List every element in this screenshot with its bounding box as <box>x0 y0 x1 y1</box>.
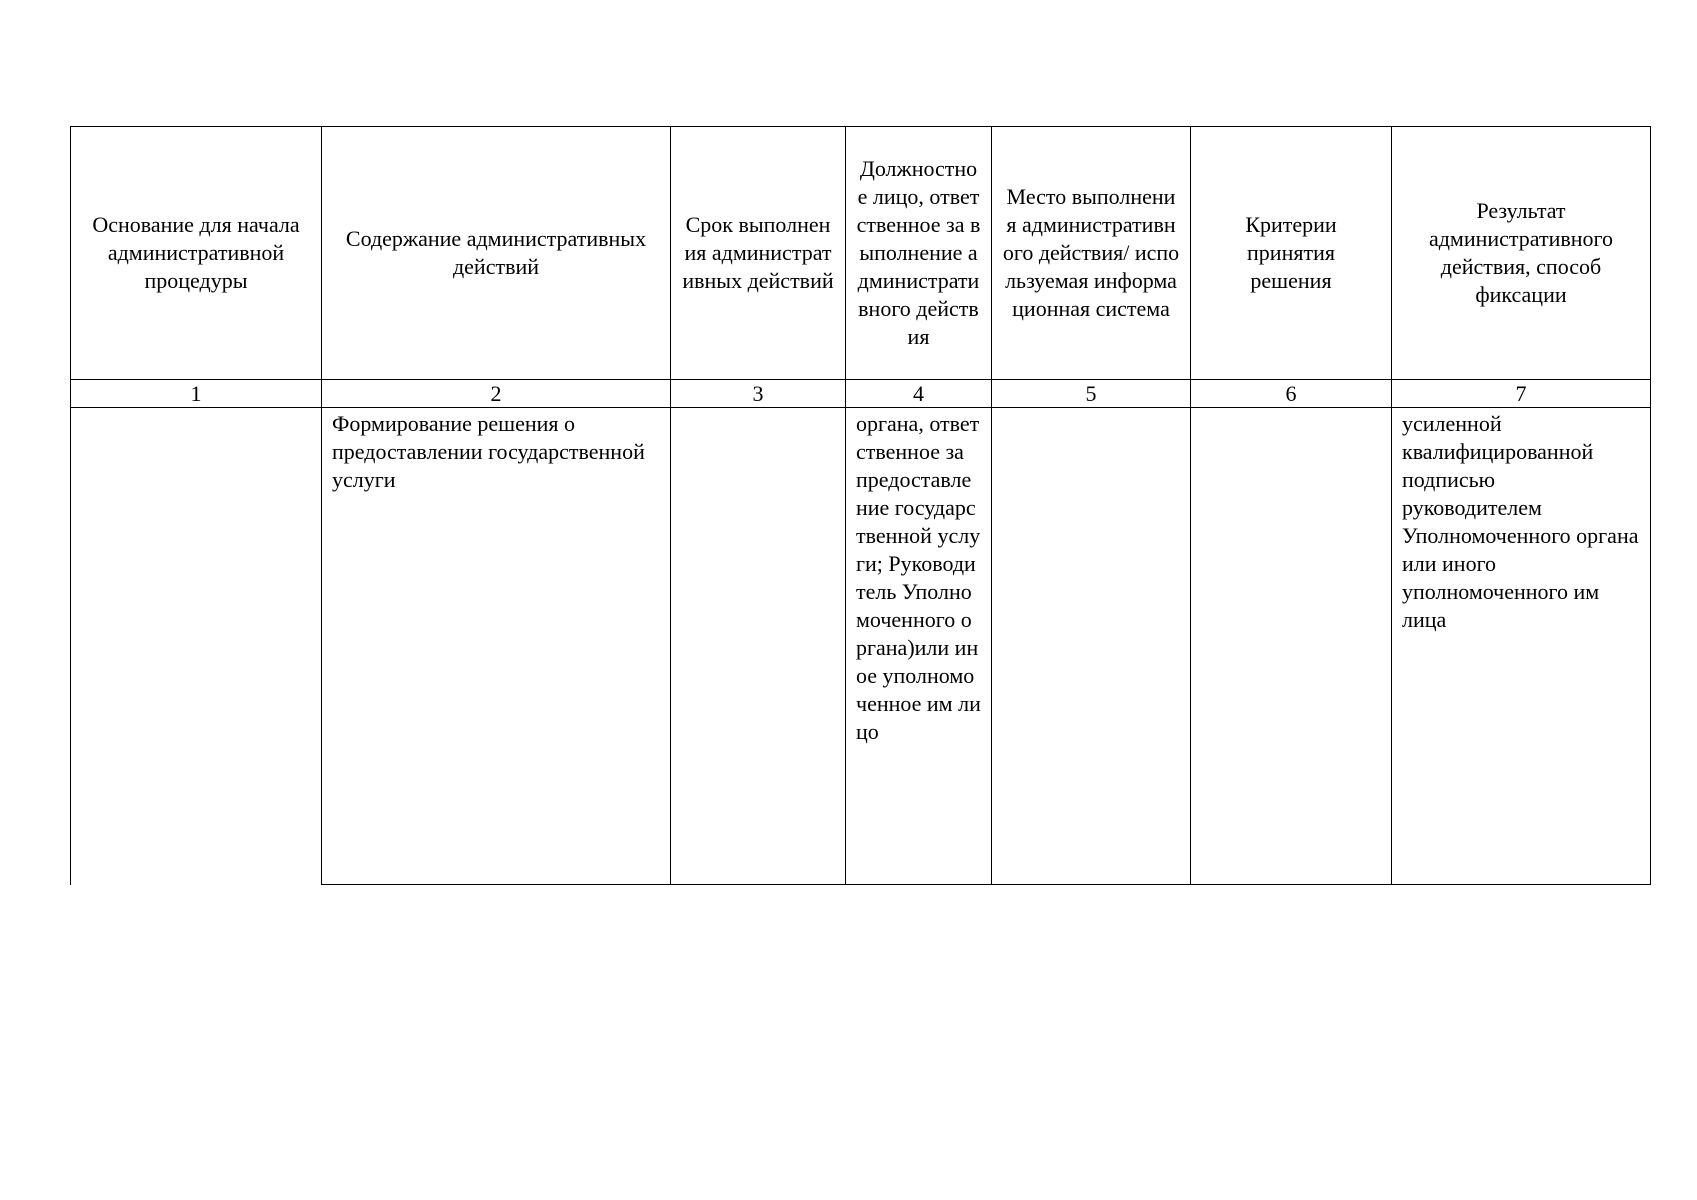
cell-result: усиленной квалифицированной подписью руководителем Уполномоченного органа или иного уполномоченного им лица <box>1392 408 1651 885</box>
header-result: Результат административного действия, способ фиксации <box>1392 127 1651 380</box>
header-place: Место выполнения административного действия/ используемая информационная система <box>992 127 1191 380</box>
cell-term <box>671 408 846 885</box>
column-number: 1 <box>71 380 322 408</box>
cell-official: органа, ответственное за предоставление государственной услуги; Руководитель Уполномоченного органа)или иное уполномоченное им лицо <box>846 408 992 885</box>
column-number: 3 <box>671 380 846 408</box>
column-number: 2 <box>322 380 671 408</box>
column-number: 5 <box>992 380 1191 408</box>
header-official: Должностное лицо, ответственное за выполнение административного действия <box>846 127 992 380</box>
column-number: 7 <box>1392 380 1651 408</box>
cell-place <box>992 408 1191 885</box>
column-number: 6 <box>1191 380 1392 408</box>
header-content: Содержание административных действий <box>322 127 671 380</box>
administrative-procedure-table <box>70 126 1651 885</box>
cell-content: Формирование решения о предоставлении государственной услуги <box>322 408 671 885</box>
column-number-row <box>71 380 1651 408</box>
cell-basis <box>71 408 322 885</box>
header-term: Срок выполнения административных действий <box>671 127 846 380</box>
table-row <box>71 408 1651 885</box>
header-row <box>71 127 1651 380</box>
cell-criteria <box>1191 408 1392 885</box>
header-basis: Основание для начала административной процедуры <box>71 127 322 380</box>
header-criteria: Критерии принятия решения <box>1191 127 1392 380</box>
column-number: 4 <box>846 380 992 408</box>
